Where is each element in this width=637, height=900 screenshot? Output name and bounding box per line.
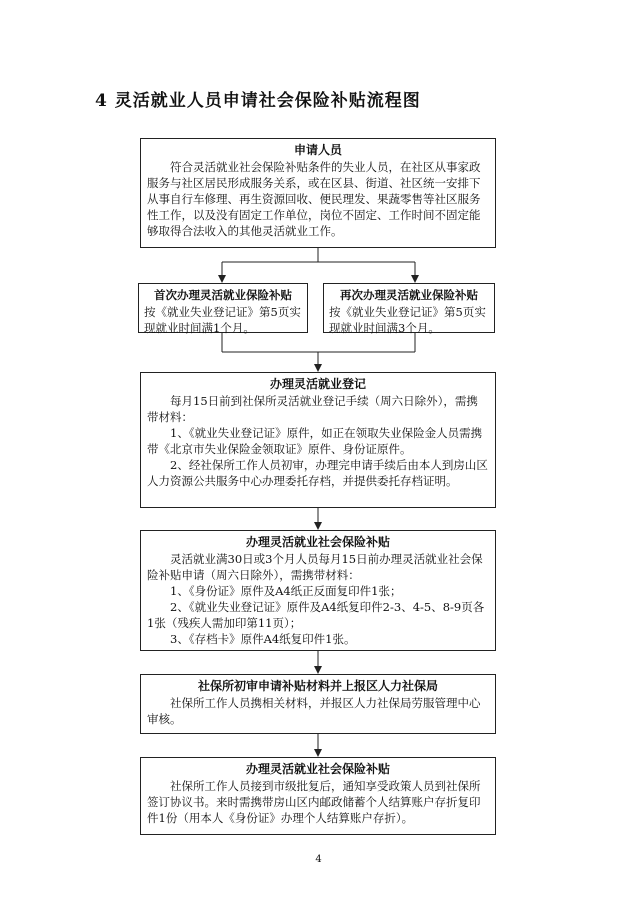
step-subsidy-p4: 3、《存档卡》原件A4纸复印件1张。 bbox=[170, 632, 356, 646]
page-title: 4 灵活就业人员申请社会保险补贴流程图 bbox=[95, 91, 421, 111]
step-final-title: 办理灵活就业社会保险补贴 bbox=[245, 762, 390, 776]
step-final-box bbox=[140, 757, 496, 835]
step-final-text: 社保所工作人员接到市级批复后，通知享受政策人员到社保所签订协议书。来时需携带房山区内邮政储蓄个人结算账户存折复印件1份（用本人《身份证》办理个人结算账户存折）。 bbox=[147, 779, 481, 825]
step-review-box bbox=[140, 674, 496, 734]
step-register-box bbox=[140, 372, 496, 508]
step-review-title: 社保所初审申请补贴材料并上报区人力社保局 bbox=[197, 679, 438, 693]
step-first-text: 按《就业失业登记证》第5页实现就业时间满1个月。 bbox=[144, 305, 301, 335]
step-again-text: 按《就业失业登记证》第5页实现就业时间满3个月。 bbox=[329, 305, 486, 335]
step-apply-box bbox=[140, 138, 496, 248]
step-subsidy-p1: 灵活就业满30日或3个月人员每月15日前办理灵活就业社会保险补贴申请（周六日除外），需携带材料： bbox=[147, 552, 483, 582]
step-register-p1: 每月15日前到社保所灵活就业登记手续（周六日除外），需携带材料： bbox=[147, 394, 478, 424]
step-apply-title: 申请人员 bbox=[293, 143, 342, 157]
step-subsidy-box bbox=[140, 530, 496, 651]
step-apply-text: 符合灵活就业社会保险补贴条件的失业人员，在社区从事家政服务与社区居民形成服务关系，或在区县、街道、社区统一安排下从事自行车修理、再生资源回收、便民理发、果蔬零售等社区服务性工作，以及没有固定工作单位，岗位不固定、工作时间不固定能够取得合法收入的其他灵活就业工作。 bbox=[147, 160, 481, 238]
step-first-title: 首次办理灵活就业保险补贴 bbox=[154, 288, 292, 302]
step-register-title: 办理灵活就业登记 bbox=[269, 377, 366, 391]
step-register-p3: 2、经社保所工作人员初审，办理完申请手续后由本人到房山区人力资源公共服务中心办理委托存档，并提供委托存档证明。 bbox=[147, 458, 488, 488]
step-subsidy-p3: 2、《就业失业登记证》原件及A4纸复印件2-3、4-5、8-9页各1张（残疾人需加印第11页）； bbox=[147, 600, 485, 630]
step-again-title: 再次办理灵活就业保险补贴 bbox=[340, 288, 478, 302]
step-again-box bbox=[323, 283, 495, 333]
step-register-p2: 1、《就业失业登记证》原件，如正在领取失业保险金人员需携带《北京市失业保险金领取证》原件、身份证原件。 bbox=[147, 426, 483, 456]
step-review-text: 社保所工作人员携相关材料，并报区人力社保局劳服管理中心审核。 bbox=[147, 696, 481, 726]
step-subsidy-title: 办理灵活就业社会保险补贴 bbox=[245, 535, 390, 549]
step-subsidy-p2: 1、《身份证》原件及A4纸正反面复印件1张； bbox=[170, 584, 402, 598]
page-number: 4 bbox=[315, 854, 322, 865]
step-first-box bbox=[138, 283, 308, 333]
